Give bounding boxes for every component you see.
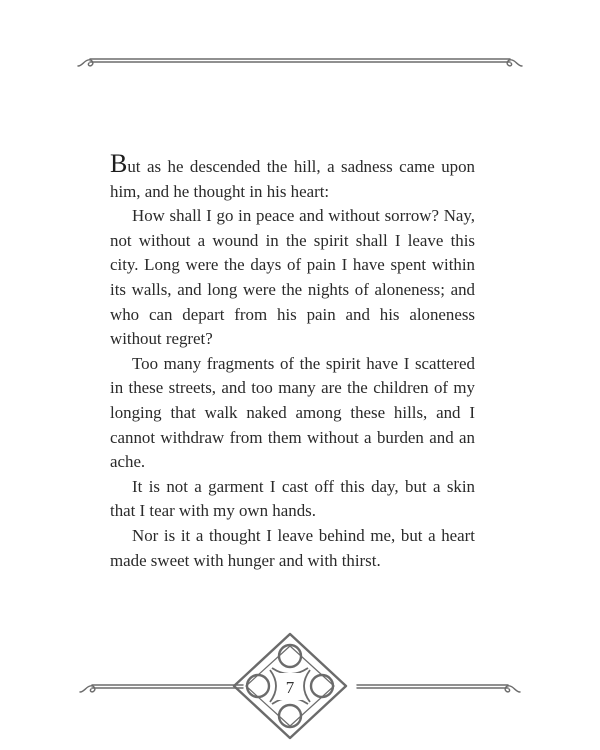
paragraph: How shall I go in peace and without sorrow? Nay, not without a wound in the spirit shall I leave this city. Long were the days of pain I have spent within its walls, and long were the nights of aloneness; and who can depart from his pain and his aloneness without regret? bbox=[110, 206, 475, 349]
paragraph bbox=[110, 149, 475, 204]
paragraph: Nor is it a thought I leave behind me, but a heart made sweet with hunger and with thirst. bbox=[110, 525, 475, 570]
bottom-ornament bbox=[0, 630, 600, 742]
page-number: 7 bbox=[285, 678, 295, 697]
body-text bbox=[110, 149, 475, 573]
drop-initial-letter: B bbox=[110, 149, 128, 178]
top-scroll-rule-icon bbox=[0, 0, 600, 90]
paragraph: Too many fragments of the spirit have I scattered in these streets, and too many are the children of my longing that walk naked among these hills, and I cannot withdraw from them without a burden and an ache. bbox=[110, 353, 475, 472]
paragraph-1-text: ut as he descended the hill, a sadness came upon him, and he thought in his heart: bbox=[110, 157, 475, 201]
paragraph: It is not a garment I cast off this day, but a skin that I tear with my own hands. bbox=[110, 476, 475, 521]
